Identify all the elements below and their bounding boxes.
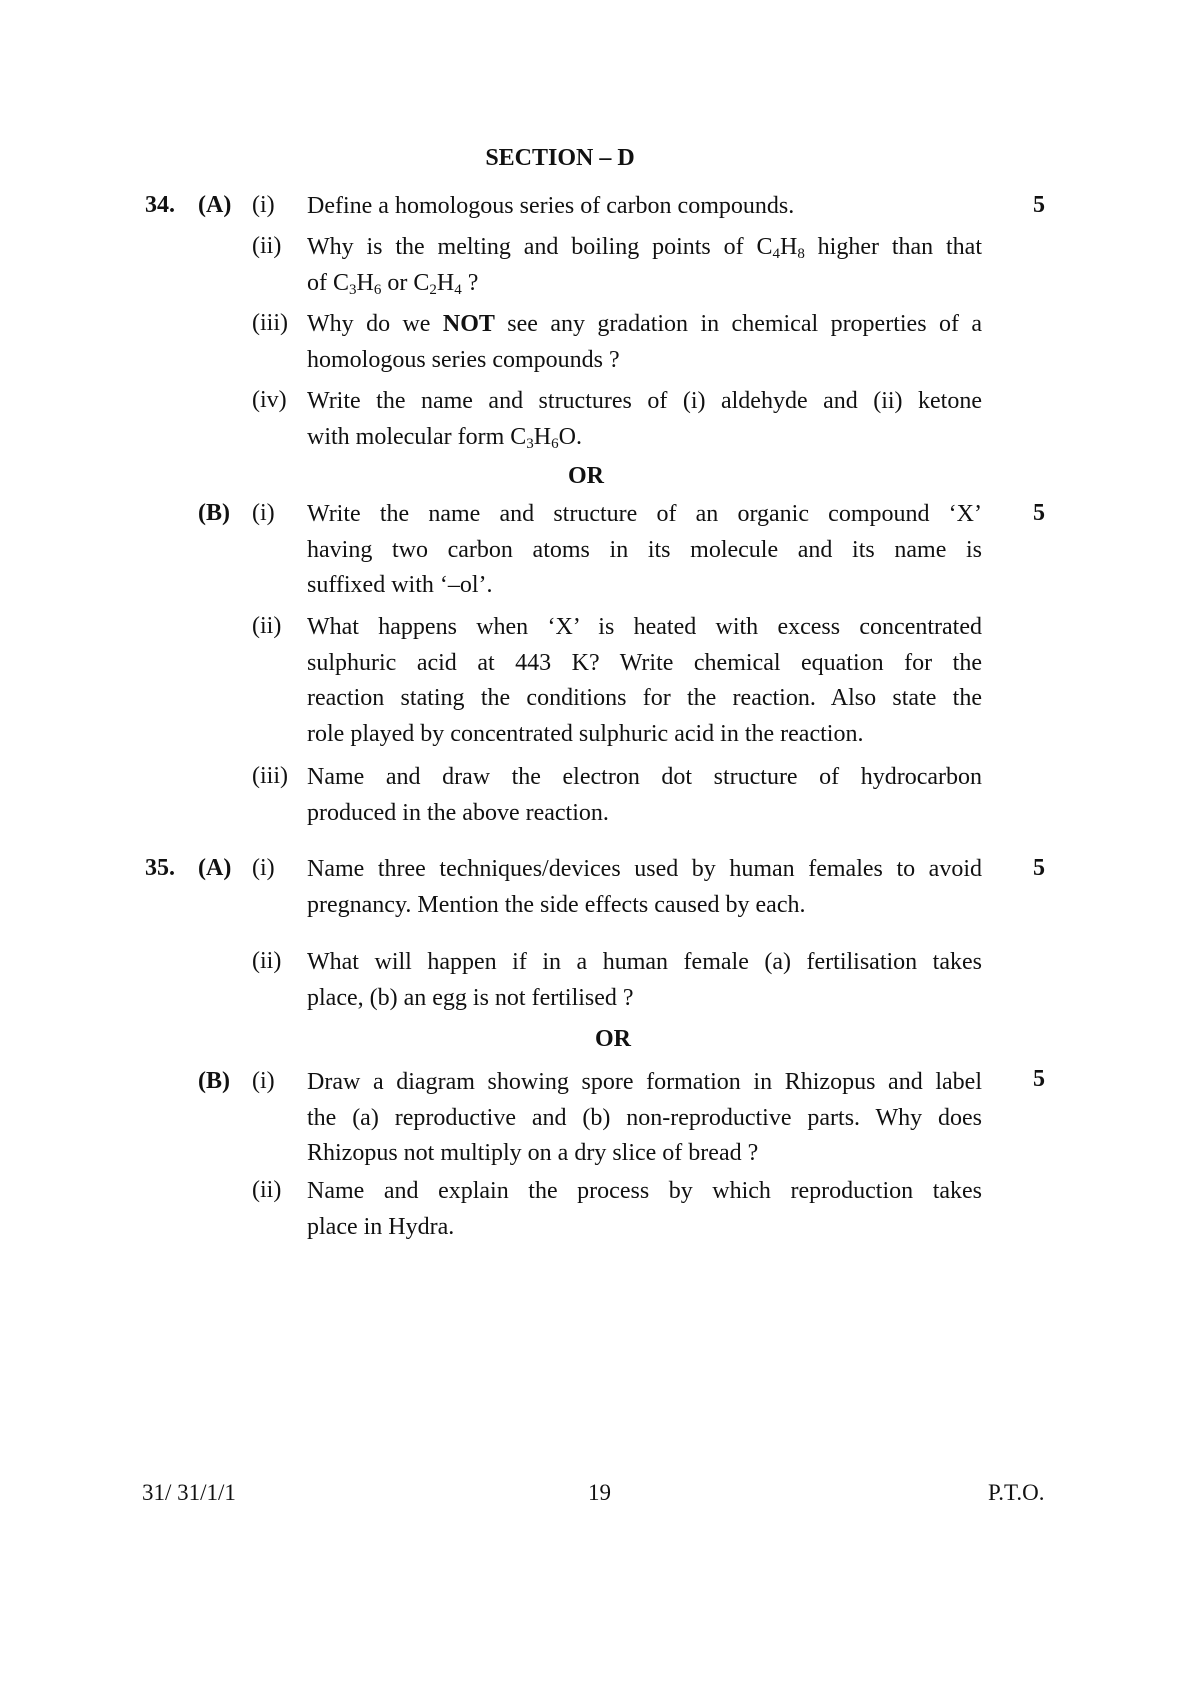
item-label: (ii): [252, 233, 282, 259]
text-line: Write the name and structures of (i) aldehyde and (ii) ketone: [307, 388, 982, 414]
question-text: [307, 384, 982, 455]
item-label: (i): [252, 855, 275, 881]
question-text: [307, 1065, 982, 1172]
text-line: homologous series compounds ?: [307, 346, 620, 373]
item-label: (iv): [252, 387, 287, 413]
text-line: Name and explain the process by which reproduction takes: [307, 1178, 982, 1204]
item-label: (ii): [252, 948, 282, 974]
text-line: Name three techniques/devices used by human females to avoid: [307, 856, 982, 882]
text-line: Rhizopus not multiply on a dry slice of bread ?: [307, 1140, 759, 1166]
text-line: pregnancy. Mention the side effects caused by each.: [307, 891, 806, 918]
text-line: Define a homologous series of carbon compounds.: [307, 193, 795, 219]
marks: 5: [1033, 855, 1045, 881]
part-label: (A): [198, 192, 232, 218]
question-text: [307, 945, 982, 1016]
text-line: Draw a diagram showing spore formation in Rhizopus and label: [307, 1069, 982, 1095]
please-turn-over: P.T.O.: [988, 1480, 1045, 1505]
item-label: (ii): [252, 1177, 282, 1203]
text-line: reaction stating the conditions for the reaction. Also state the: [307, 685, 982, 711]
text-line: role played by concentrated sulphuric acid in the reaction.: [307, 720, 864, 747]
question-text: [307, 307, 982, 378]
or-separator: OR: [595, 1026, 631, 1052]
or-separator: OR: [568, 463, 604, 489]
text-line: having two carbon atoms in its molecule and its name is: [307, 536, 982, 563]
text-line: produced in the above reaction.: [307, 799, 609, 826]
text-line: suffixed with ‘–ol’.: [307, 572, 493, 598]
paper-code: 31/ 31/1/1: [142, 1480, 236, 1505]
part-label: (B): [198, 1068, 230, 1094]
text-line: the (a) reproductive and (b) non-reproductive parts. Why does: [307, 1104, 982, 1131]
item-label: (i): [252, 1068, 275, 1094]
text-line: sulphuric acid at 443 K? Write chemical equation for the: [307, 649, 982, 676]
section-title: SECTION – D: [485, 145, 635, 171]
text-line: Name and draw the electron dot structure of hydrocarbon: [307, 764, 982, 790]
text-line: place in Hydra.: [307, 1213, 455, 1240]
text-line: place, (b) an egg is not fertilised ?: [307, 984, 634, 1011]
question-text: [307, 189, 982, 225]
page-number: 19: [588, 1480, 611, 1505]
text-line: with molecular form $C_3H_6O$.: [307, 423, 582, 452]
question-text: [307, 610, 982, 752]
marks: 5: [1033, 1066, 1045, 1092]
text-line: of $C_3H_6$ or $C_2H_4$ ?: [307, 269, 479, 298]
item-label: (ii): [252, 613, 282, 639]
question-number: 35.: [145, 855, 175, 881]
text-line: Why is the melting and boiling points of $C_4H_8$ higher than that: [307, 234, 982, 262]
question-text: [307, 230, 982, 301]
question-number: 34.: [145, 192, 175, 218]
item-label: (i): [252, 192, 275, 218]
part-label: (A): [198, 855, 232, 881]
text-line: What will happen if in a human female (a) fertilisation takes: [307, 949, 982, 975]
marks: 5: [1033, 500, 1045, 526]
part-label: (B): [198, 500, 230, 526]
question-text: [307, 852, 982, 923]
item-label: (iii): [252, 310, 288, 336]
question-text: [307, 760, 982, 831]
text-line: Why do we NOT see any gradation in chemical properties of a: [307, 311, 982, 337]
question-text: [307, 1174, 982, 1245]
text-line: Write the name and structure of an organic compound ‘X’: [307, 501, 982, 527]
marks: 5: [1033, 192, 1045, 218]
question-text: [307, 497, 982, 604]
item-label: (iii): [252, 763, 288, 789]
item-label: (i): [252, 500, 275, 526]
text-line: What happens when ‘X’ is heated with excess concentrated: [307, 614, 982, 640]
